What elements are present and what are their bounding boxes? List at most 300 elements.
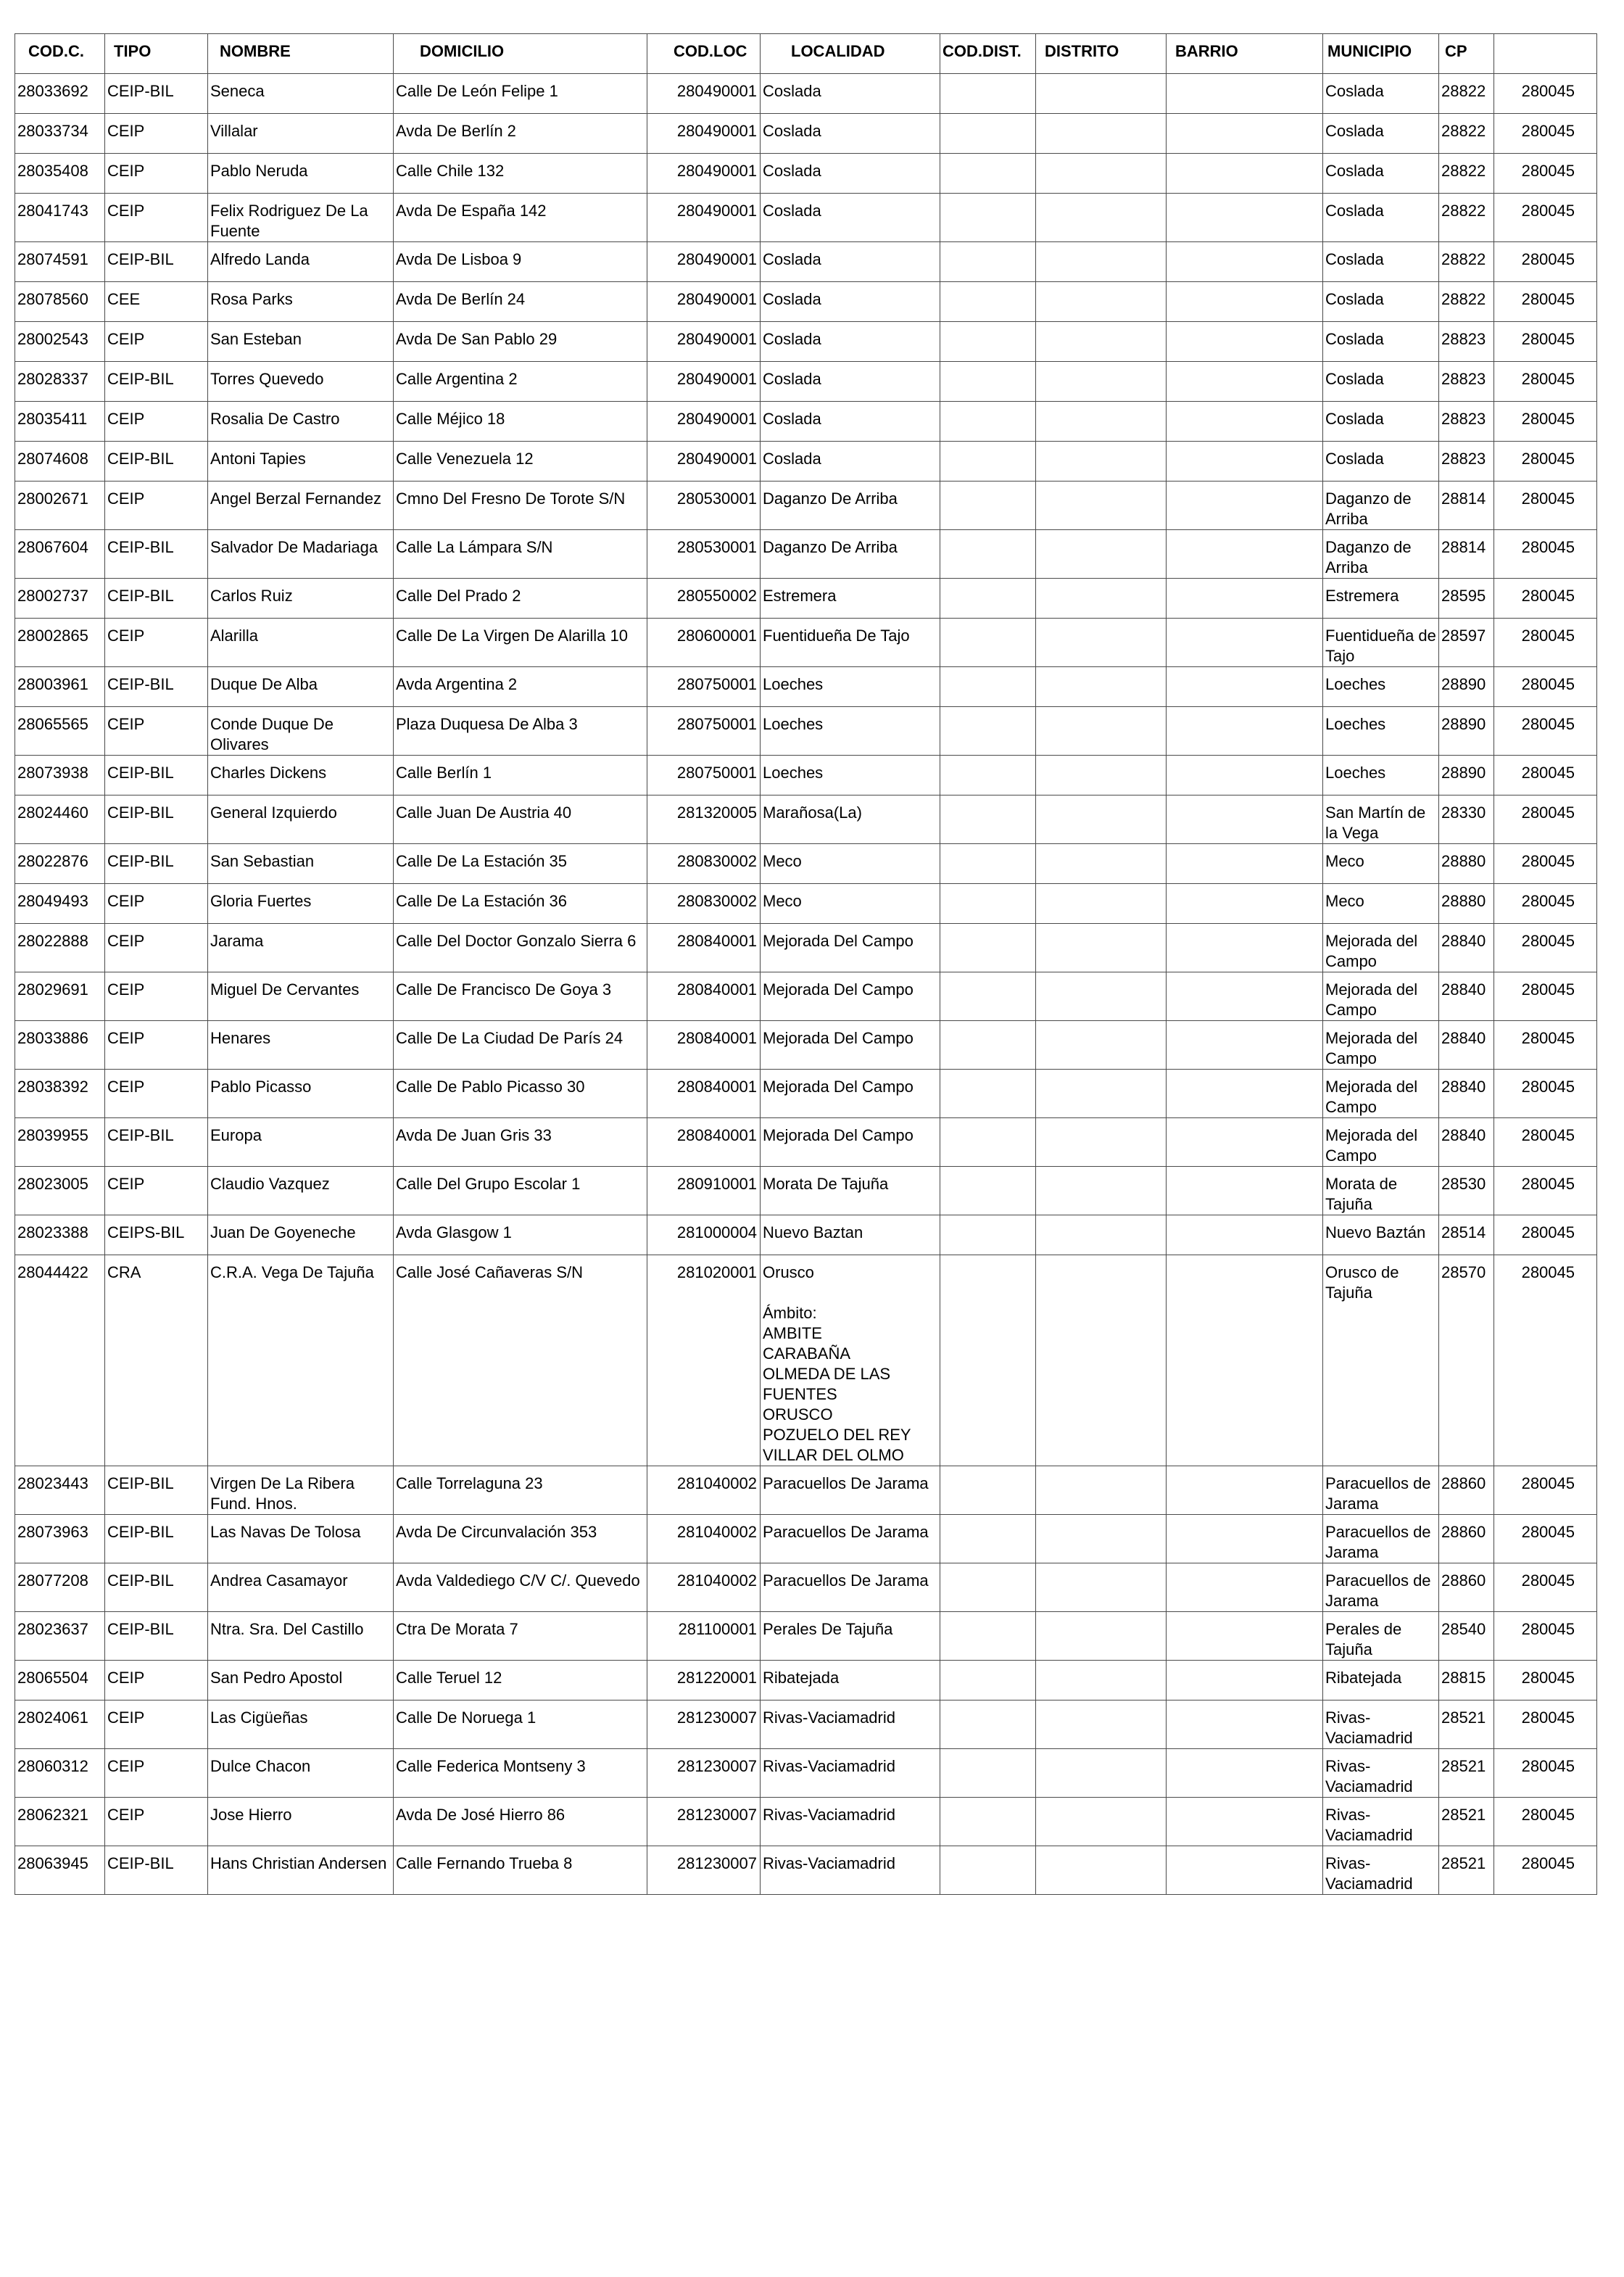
cell-localidad: Coslada [761,242,940,282]
cell-nombre: Alarilla [208,619,394,667]
cell-cod-loc: 280840001 [647,1070,761,1118]
cell-barrio [1167,322,1323,362]
cell-cod-dist [940,1070,1036,1118]
cell-nombre: Hans Christian Andersen [208,1846,394,1895]
cell-cod-loc: 280600001 [647,619,761,667]
cell-tipo: CEIP [105,482,208,530]
cell-tipo: CEIP [105,194,208,242]
table-row [15,74,1597,114]
cell-extra: 280045 [1494,282,1597,322]
cell-cp: 28595 [1439,579,1494,619]
cell-cod-c: 28035408 [15,154,105,194]
cell-distrito [1036,972,1167,1021]
cell-cod-loc: 281100001 [647,1612,761,1661]
cell-cp: 28860 [1439,1563,1494,1612]
cell-domicilio: Avda De José Hierro 86 [394,1798,647,1846]
cell-cod-dist [940,1515,1036,1563]
cell-extra: 280045 [1494,1563,1597,1612]
cell-localidad: Loeches [761,756,940,795]
cell-municipio: Mejorada del Campo [1323,1021,1439,1070]
table-row [15,1798,1597,1846]
cell-municipio: Coslada [1323,194,1439,242]
cell-cod-dist [940,282,1036,322]
table-row [15,1215,1597,1255]
cell-municipio: Coslada [1323,114,1439,154]
cell-extra: 280045 [1494,667,1597,707]
cell-tipo: CEIP-BIL [105,442,208,482]
table-row [15,756,1597,795]
cell-extra: 280045 [1494,74,1597,114]
cell-domicilio: Avda De Berlín 24 [394,282,647,322]
table-row [15,1661,1597,1700]
cell-extra: 280045 [1494,1612,1597,1661]
cell-nombre: Europa [208,1118,394,1167]
cell-extra: 280045 [1494,1070,1597,1118]
cell-localidad: Mejorada Del Campo [761,1021,940,1070]
cell-cod-c: 28073938 [15,756,105,795]
cell-domicilio: Avda De Berlín 2 [394,114,647,154]
cell-cod-loc: 280750001 [647,756,761,795]
cell-extra: 280045 [1494,1021,1597,1070]
cell-cod-dist [940,756,1036,795]
cell-cp: 28521 [1439,1846,1494,1895]
table-row [15,579,1597,619]
cell-barrio [1167,114,1323,154]
cell-domicilio: Cmno Del Fresno De Torote S/N [394,482,647,530]
cell-cod-dist [940,1118,1036,1167]
cell-cod-dist [940,1846,1036,1895]
cell-nombre: Torres Quevedo [208,362,394,402]
cell-distrito [1036,1846,1167,1895]
cell-cp: 28521 [1439,1700,1494,1749]
cell-cod-c: 28073963 [15,1515,105,1563]
cell-distrito [1036,844,1167,884]
cell-municipio: Paracuellos de Jarama [1323,1563,1439,1612]
cell-barrio [1167,1255,1323,1466]
cell-extra: 280045 [1494,154,1597,194]
cell-nombre: Antoni Tapies [208,442,394,482]
cell-distrito [1036,579,1167,619]
cell-municipio: Coslada [1323,402,1439,442]
cell-distrito [1036,322,1167,362]
document-page [14,33,1596,1895]
cell-distrito [1036,1749,1167,1798]
cell-cod-dist [940,362,1036,402]
table-row [15,154,1597,194]
cell-extra: 280045 [1494,442,1597,482]
cell-domicilio: Calle Teruel 12 [394,1661,647,1700]
cell-cp: 28860 [1439,1515,1494,1563]
cell-domicilio: Calle De La Estación 35 [394,844,647,884]
cell-cp: 28521 [1439,1749,1494,1798]
cell-cod-c: 28023443 [15,1466,105,1515]
table-row [15,972,1597,1021]
cell-cod-loc: 281230007 [647,1798,761,1846]
cell-cod-dist [940,322,1036,362]
cell-cp: 28840 [1439,972,1494,1021]
header-cp: CP [1439,34,1494,74]
table-row [15,619,1597,667]
cell-nombre: Jarama [208,924,394,972]
cell-cod-dist [940,74,1036,114]
cell-cod-dist [940,482,1036,530]
cell-cod-dist [940,1798,1036,1846]
cell-barrio [1167,884,1323,924]
cell-cod-loc: 281000004 [647,1215,761,1255]
cell-localidad: Coslada [761,322,940,362]
cell-cod-dist [940,1021,1036,1070]
table-row [15,1846,1597,1895]
cell-cod-c: 28044422 [15,1255,105,1466]
cell-municipio: Paracuellos de Jarama [1323,1515,1439,1563]
table-row [15,1612,1597,1661]
cell-domicilio: Calle Del Doctor Gonzalo Sierra 6 [394,924,647,972]
cell-barrio [1167,362,1323,402]
cell-nombre: Pablo Neruda [208,154,394,194]
cell-barrio [1167,1466,1323,1515]
cell-cod-dist [940,1700,1036,1749]
cell-distrito [1036,1798,1167,1846]
cell-municipio: Meco [1323,844,1439,884]
cell-tipo: CEIP [105,924,208,972]
cell-cp: 28823 [1439,322,1494,362]
cell-cod-c: 28023005 [15,1167,105,1215]
cell-municipio: Morata de Tajuña [1323,1167,1439,1215]
cell-tipo: CEIP-BIL [105,756,208,795]
cell-cod-loc: 280490001 [647,154,761,194]
cell-extra: 280045 [1494,1700,1597,1749]
cell-cp: 28880 [1439,844,1494,884]
cell-cp: 28822 [1439,154,1494,194]
cell-barrio [1167,282,1323,322]
cell-nombre: Alfredo Landa [208,242,394,282]
cell-cod-c: 28060312 [15,1749,105,1798]
cell-barrio [1167,402,1323,442]
cell-cod-loc: 281230007 [647,1846,761,1895]
cell-cod-c: 28078560 [15,282,105,322]
cell-tipo: CEIP [105,1661,208,1700]
cell-distrito [1036,1215,1167,1255]
cell-domicilio: Calle Del Prado 2 [394,579,647,619]
cell-cod-c: 28077208 [15,1563,105,1612]
cell-municipio: Rivas-Vaciamadrid [1323,1749,1439,1798]
cell-barrio [1167,1215,1323,1255]
table-row [15,242,1597,282]
cell-cod-c: 28033692 [15,74,105,114]
cell-distrito [1036,884,1167,924]
cell-domicilio: Calle De La Virgen De Alarilla 10 [394,619,647,667]
cell-domicilio: Calle De La Estación 36 [394,884,647,924]
cell-extra: 280045 [1494,1846,1597,1895]
cell-localidad: Perales De Tajuña [761,1612,940,1661]
cell-cp: 28840 [1439,1070,1494,1118]
cell-barrio [1167,1021,1323,1070]
cell-cp: 28822 [1439,242,1494,282]
cell-extra: 280045 [1494,194,1597,242]
cell-municipio: Coslada [1323,322,1439,362]
cell-cod-c: 28022876 [15,844,105,884]
cell-cod-loc: 280550002 [647,579,761,619]
cell-tipo: CEIP [105,619,208,667]
cell-cod-c: 28024061 [15,1700,105,1749]
cell-tipo: CEIP-BIL [105,844,208,884]
cell-tipo: CEIP-BIL [105,1515,208,1563]
cell-cp: 28530 [1439,1167,1494,1215]
cell-cp: 28540 [1439,1612,1494,1661]
cell-tipo: CEIP [105,707,208,756]
cell-cod-c: 28067604 [15,530,105,579]
cell-nombre: Andrea Casamayor [208,1563,394,1612]
cell-nombre: San Sebastian [208,844,394,884]
cell-cod-loc: 280490001 [647,242,761,282]
cell-municipio: Paracuellos de Jarama [1323,1466,1439,1515]
cell-localidad: Loeches [761,667,940,707]
cell-nombre: Miguel De Cervantes [208,972,394,1021]
cell-cod-loc: 280750001 [647,707,761,756]
cell-localidad: Paracuellos De Jarama [761,1515,940,1563]
cell-extra: 280045 [1494,482,1597,530]
cell-tipo: CEIP-BIL [105,1612,208,1661]
cell-distrito [1036,707,1167,756]
cell-barrio [1167,795,1323,844]
cell-cod-c: 28033886 [15,1021,105,1070]
table-row [15,1749,1597,1798]
cell-distrito [1036,482,1167,530]
cell-tipo: CEIP [105,1167,208,1215]
cell-distrito [1036,362,1167,402]
cell-barrio [1167,482,1323,530]
cell-distrito [1036,1118,1167,1167]
cell-distrito [1036,194,1167,242]
cell-municipio: Coslada [1323,362,1439,402]
cell-extra: 280045 [1494,795,1597,844]
cell-localidad: Coslada [761,442,940,482]
cell-tipo: CEIP-BIL [105,1118,208,1167]
cell-cp: 28822 [1439,282,1494,322]
table-row [15,322,1597,362]
cell-cod-loc: 280490001 [647,362,761,402]
cell-domicilio: Calle Del Grupo Escolar 1 [394,1167,647,1215]
table-row [15,402,1597,442]
cell-barrio [1167,74,1323,114]
cell-cp: 28823 [1439,362,1494,402]
table-row [15,707,1597,756]
header-cod-c: COD.C. [15,34,105,74]
cell-cod-dist [940,530,1036,579]
cell-cod-loc: 280490001 [647,114,761,154]
cell-distrito [1036,402,1167,442]
cell-distrito [1036,530,1167,579]
cell-localidad: Marañosa(La) [761,795,940,844]
cell-extra: 280045 [1494,756,1597,795]
cell-tipo: CEIP-BIL [105,362,208,402]
cell-extra: 280045 [1494,619,1597,667]
cell-nombre: Rosa Parks [208,282,394,322]
cell-distrito [1036,619,1167,667]
cell-municipio: San Martín de la Vega [1323,795,1439,844]
cell-tipo: CEIP-BIL [105,1563,208,1612]
cell-nombre: C.R.A. Vega De Tajuña [208,1255,394,1466]
cell-domicilio: Avda De Lisboa 9 [394,242,647,282]
table-row [15,1563,1597,1612]
cell-nombre: Virgen De La Ribera Fund. Hnos. [208,1466,394,1515]
cell-tipo: CEIP [105,1798,208,1846]
cell-municipio: Loeches [1323,756,1439,795]
cell-tipo: CEIP [105,114,208,154]
table-row [15,530,1597,579]
table-row [15,1070,1597,1118]
cell-nombre: Charles Dickens [208,756,394,795]
cell-localidad: Mejorada Del Campo [761,1118,940,1167]
header-row [15,34,1597,74]
cell-extra: 280045 [1494,1515,1597,1563]
cell-cod-c: 28039955 [15,1118,105,1167]
cell-localidad: Coslada [761,194,940,242]
cell-cod-c: 28024460 [15,795,105,844]
cell-localidad: Rivas-Vaciamadrid [761,1749,940,1798]
cell-cod-loc: 280490001 [647,322,761,362]
cell-cod-c: 28038392 [15,1070,105,1118]
cell-domicilio: Avda Argentina 2 [394,667,647,707]
cell-cod-c: 28041743 [15,194,105,242]
cell-distrito [1036,1612,1167,1661]
cell-barrio [1167,1612,1323,1661]
cell-cod-loc: 281230007 [647,1700,761,1749]
cell-cod-loc: 280830002 [647,844,761,884]
cell-nombre: Las Navas De Tolosa [208,1515,394,1563]
cell-cp: 28514 [1439,1215,1494,1255]
cell-municipio: Daganzo de Arriba [1323,482,1439,530]
cell-cod-loc: 280830002 [647,884,761,924]
cell-cod-loc: 280840001 [647,1118,761,1167]
cell-extra: 280045 [1494,402,1597,442]
cell-cp: 28890 [1439,756,1494,795]
cell-domicilio: Calle Juan De Austria 40 [394,795,647,844]
cell-cp: 28814 [1439,530,1494,579]
cell-tipo: CEIP [105,1070,208,1118]
cell-cod-loc: 280910001 [647,1167,761,1215]
table-row [15,442,1597,482]
cell-cod-dist [940,114,1036,154]
cell-distrito [1036,1700,1167,1749]
cell-tipo: CEIP-BIL [105,1466,208,1515]
cell-barrio [1167,707,1323,756]
table-row [15,194,1597,242]
cell-localidad: Morata De Tajuña [761,1167,940,1215]
cell-tipo: CEIP [105,1700,208,1749]
cell-extra: 280045 [1494,242,1597,282]
cell-localidad: Coslada [761,114,940,154]
cell-domicilio: Avda De Circunvalación 353 [394,1515,647,1563]
cell-tipo: CRA [105,1255,208,1466]
cell-cp: 28597 [1439,619,1494,667]
cell-barrio [1167,242,1323,282]
cell-municipio: Rivas-Vaciamadrid [1323,1700,1439,1749]
cell-tipo: CEIP [105,402,208,442]
cell-localidad: Orusco Ámbito: AMBITE CARABAÑA OLMEDA DE LAS FUENTES ORUSCO POZUELO DEL REY VILLAR DEL OLMO [761,1255,940,1466]
table-row [15,1118,1597,1167]
cell-cod-loc: 280840001 [647,972,761,1021]
table-row [15,924,1597,972]
cell-municipio: Coslada [1323,282,1439,322]
cell-localidad: Paracuellos De Jarama [761,1466,940,1515]
cell-cod-c: 28074608 [15,442,105,482]
cell-distrito [1036,1021,1167,1070]
cell-nombre: Henares [208,1021,394,1070]
cell-municipio: Fuentidueña de Tajo [1323,619,1439,667]
header-nombre: NOMBRE [208,34,394,74]
cell-localidad: Coslada [761,282,940,322]
cell-domicilio: Avda Valdediego C/V C/. Quevedo [394,1563,647,1612]
cell-cod-c: 28029691 [15,972,105,1021]
cell-tipo: CEIP-BIL [105,242,208,282]
cell-barrio [1167,530,1323,579]
cell-barrio [1167,1167,1323,1215]
cell-cod-c: 28023388 [15,1215,105,1255]
cell-cod-c: 28035411 [15,402,105,442]
cell-domicilio: Calle De León Felipe 1 [394,74,647,114]
schools-table [14,33,1597,1895]
cell-localidad: Rivas-Vaciamadrid [761,1798,940,1846]
cell-cod-loc: 281040002 [647,1515,761,1563]
cell-barrio [1167,1798,1323,1846]
cell-cod-dist [940,707,1036,756]
cell-municipio: Meco [1323,884,1439,924]
cell-nombre: Dulce Chacon [208,1749,394,1798]
cell-barrio [1167,1700,1323,1749]
cell-cod-c: 28002865 [15,619,105,667]
cell-cod-dist [940,972,1036,1021]
cell-nombre: Jose Hierro [208,1798,394,1846]
cell-domicilio: Calle Méjico 18 [394,402,647,442]
cell-extra: 280045 [1494,114,1597,154]
cell-cod-loc: 280750001 [647,667,761,707]
cell-domicilio: Avda De Juan Gris 33 [394,1118,647,1167]
cell-tipo: CEIP-BIL [105,530,208,579]
cell-barrio [1167,1563,1323,1612]
cell-barrio [1167,972,1323,1021]
cell-cod-dist [940,667,1036,707]
cell-localidad: Mejorada Del Campo [761,1070,940,1118]
cell-nombre: Rosalia De Castro [208,402,394,442]
cell-domicilio: Calle Fernando Trueba 8 [394,1846,647,1895]
cell-cod-loc: 281040002 [647,1466,761,1515]
cell-cod-dist [940,194,1036,242]
cell-localidad: Coslada [761,402,940,442]
cell-domicilio: Calle Berlín 1 [394,756,647,795]
cell-localidad: Daganzo De Arriba [761,530,940,579]
cell-domicilio: Avda De San Pablo 29 [394,322,647,362]
cell-distrito [1036,667,1167,707]
cell-cod-c: 28074591 [15,242,105,282]
cell-extra: 280045 [1494,884,1597,924]
cell-localidad: Mejorada Del Campo [761,972,940,1021]
table-row [15,795,1597,844]
cell-barrio [1167,1661,1323,1700]
cell-barrio [1167,194,1323,242]
cell-barrio [1167,1070,1323,1118]
cell-extra: 280045 [1494,530,1597,579]
cell-cod-c: 28022888 [15,924,105,972]
cell-barrio [1167,619,1323,667]
cell-localidad: Coslada [761,362,940,402]
header-cod-dist: COD.DIST. [940,34,1036,74]
cell-barrio [1167,1118,1323,1167]
cell-cp: 28822 [1439,74,1494,114]
cell-distrito [1036,242,1167,282]
cell-localidad: Paracuellos De Jarama [761,1563,940,1612]
cell-distrito [1036,795,1167,844]
